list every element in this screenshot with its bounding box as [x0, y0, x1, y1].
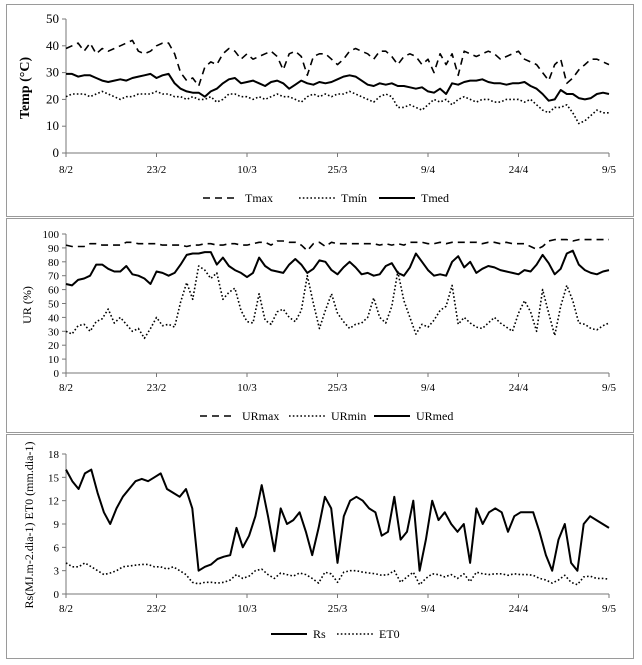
y-axis-label: Temp (°C): [18, 56, 33, 120]
y-tick-label: 70: [48, 270, 59, 283]
chart-2: [7, 435, 633, 658]
series-line-rs: [66, 470, 609, 571]
x-tick-label: 8/2: [58, 603, 74, 615]
y-tick-label: 90: [48, 242, 59, 255]
y-tick-label: 9: [53, 519, 59, 531]
x-tick-label: 25/3: [327, 382, 348, 394]
y-tick-label: 60: [48, 284, 59, 297]
series-line-tmín: [66, 91, 609, 123]
x-tick-label: 10/3: [237, 164, 257, 176]
chart-1: [7, 219, 633, 432]
legend-label: Tmax: [245, 191, 273, 205]
x-tick-label: 24/4: [508, 164, 529, 176]
y-tick-label: 0: [52, 145, 59, 160]
y-tick-label: 100: [42, 229, 59, 241]
x-tick-label: 23/2: [146, 603, 167, 615]
x-tick-label: 10/3: [237, 603, 257, 615]
chart-0: [7, 5, 633, 216]
series-line-tmed: [66, 74, 609, 101]
series-line-et0: [66, 563, 609, 585]
y-tick-label: 10: [48, 354, 59, 367]
x-tick-label: 9/4: [420, 382, 436, 394]
x-tick-label: 24/4: [508, 603, 529, 615]
y-tick-label: 30: [48, 326, 59, 339]
y-tick-label: 15: [48, 472, 59, 485]
humidity-panel: [6, 218, 634, 433]
series-line-urmed: [66, 251, 609, 286]
x-tick-label: 9/5: [601, 382, 617, 394]
temperature-panel: [6, 4, 634, 217]
y-tick-label: 20: [46, 91, 59, 107]
y-tick-label: 6: [53, 542, 59, 555]
y-tick-label: 30: [46, 64, 59, 80]
y-axis-label: Rs(MJ.m-2.dia-1) ET0 (mm.dia-1): [22, 441, 36, 609]
series-line-urmin: [66, 266, 609, 338]
legend-label: ET0: [379, 627, 400, 641]
y-tick-label: 20: [48, 340, 59, 353]
y-tick-label: 80: [48, 256, 59, 269]
x-tick-label: 23/2: [146, 164, 167, 176]
y-axis-label: UR (%): [20, 286, 34, 324]
y-tick-label: 40: [46, 37, 59, 53]
x-tick-label: 25/3: [327, 603, 348, 615]
legend-label: URmed: [416, 409, 454, 423]
series-line-urmax: [66, 240, 609, 251]
y-tick-label: 12: [48, 495, 59, 508]
x-tick-label: 9/5: [601, 164, 617, 176]
y-tick-label: 50: [48, 298, 59, 311]
x-tick-label: 25/3: [327, 164, 348, 176]
y-tick-label: 0: [53, 368, 59, 380]
x-tick-label: 10/3: [237, 382, 257, 394]
legend-label: URmax: [242, 409, 280, 423]
legend-label: URmin: [331, 409, 367, 423]
x-tick-label: 8/2: [58, 382, 74, 394]
y-tick-label: 40: [48, 312, 59, 325]
x-tick-label: 9/5: [601, 603, 617, 615]
x-tick-label: 24/4: [508, 382, 529, 394]
legend-label: Tmed: [421, 191, 449, 205]
legend-label: Rs: [313, 627, 326, 641]
y-tick-label: 50: [46, 11, 59, 26]
x-tick-label: 9/4: [420, 164, 436, 176]
x-tick-label: 23/2: [146, 382, 167, 394]
y-tick-label: 18: [48, 449, 59, 461]
y-tick-label: 0: [53, 589, 59, 601]
x-tick-label: 9/4: [420, 603, 436, 615]
x-tick-label: 8/2: [58, 164, 74, 176]
radiation-panel: [6, 434, 634, 659]
y-tick-label: 10: [46, 118, 59, 134]
y-tick-label: 3: [53, 565, 59, 578]
legend-label: Tmín: [341, 191, 367, 205]
